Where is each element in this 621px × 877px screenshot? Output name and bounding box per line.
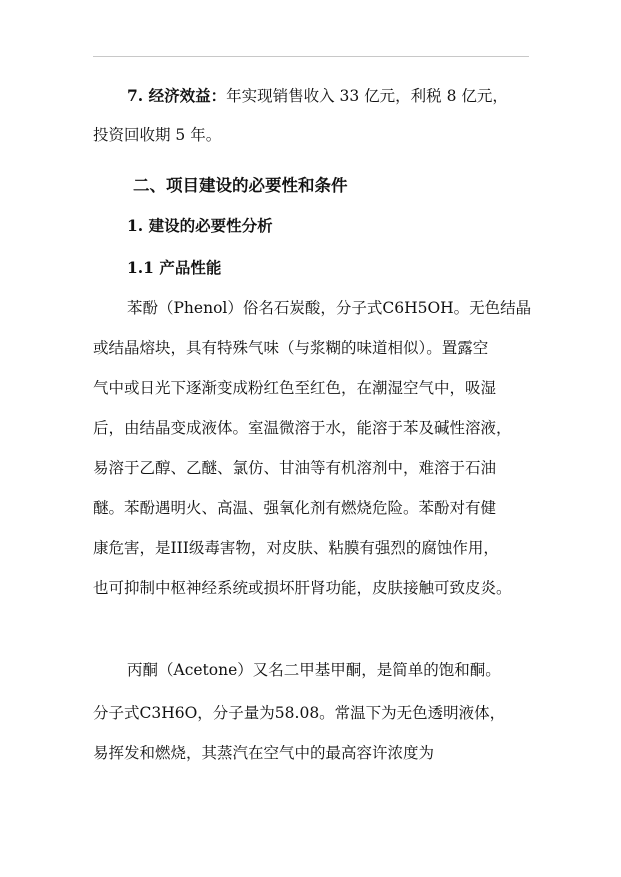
phenol-paragraph-line: 气中或日光下逐渐变成粉红色至红色，在潮湿空气中，吸湿 bbox=[93, 379, 497, 397]
section-title: 二、项目建设的必要性和条件 bbox=[133, 176, 348, 195]
header-rule bbox=[93, 56, 529, 57]
economic-benefit-text: 年实现销售收入 33 亿元，利税 8 亿元， bbox=[226, 87, 508, 105]
phenol-paragraph-line: 苯酚（Phenol）俗名石炭酸，分子式C6H5OH。无色结晶 bbox=[127, 299, 532, 317]
acetone-paragraph-line: 分子式C3H6O，分子量为58.08。常温下为无色透明液体， bbox=[93, 704, 506, 722]
payback-period-line: 投资回收期 5 年。 bbox=[93, 126, 222, 144]
phenol-paragraph-line: 易溶于乙醇、乙醚、氯仿、甘油等有机溶剂中，难溶于石油 bbox=[93, 459, 497, 477]
phenol-paragraph-line: 或结晶熔块，具有特殊气味（与浆糊的味道相似）。置露空 bbox=[93, 339, 489, 357]
phenol-paragraph-line: 康危害，是III级毒害物，对皮肤、粘膜有强烈的腐蚀作用， bbox=[93, 539, 499, 557]
phenol-paragraph-line: 醚。苯酚遇明火、高温、强氧化剂有燃烧危险。苯酚对有健 bbox=[93, 499, 497, 517]
acetone-paragraph-line: 易挥发和燃烧，其蒸汽在空气中的最高容许浓度为 bbox=[93, 744, 435, 762]
subsubsection-title: 1.1 产品性能 bbox=[127, 258, 222, 277]
subsection-title: 1. 建设的必要性分析 bbox=[127, 216, 273, 235]
phenol-paragraph-line: 后，由结晶变成液体。室温微溶于水，能溶于苯及碱性溶液， bbox=[93, 419, 512, 437]
acetone-paragraph-line: 丙酮（Acetone）又名二甲基甲酮，是简单的饱和酮。 bbox=[127, 661, 501, 679]
economic-benefit-label: 7. 经济效益： bbox=[127, 86, 227, 105]
economic-benefit-line bbox=[127, 86, 508, 106]
phenol-paragraph-line: 也可抑制中枢神经系统或损坏肝肾功能，皮肤接触可致皮炎。 bbox=[93, 579, 512, 597]
